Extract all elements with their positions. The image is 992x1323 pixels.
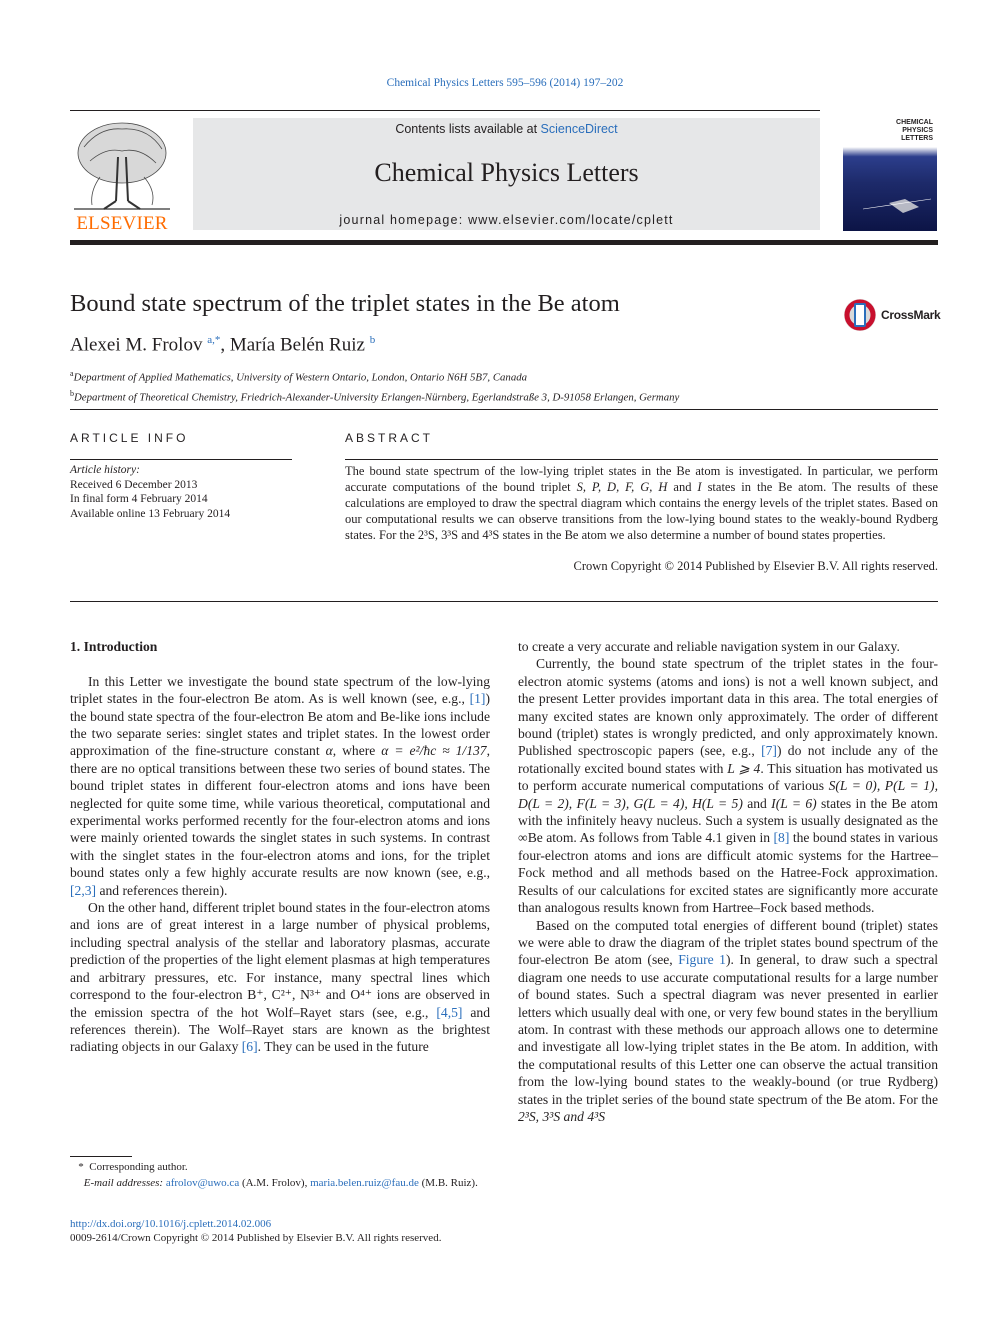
abstract-math: S, P, D, F, G, H <box>576 480 668 494</box>
history-label: Article history: <box>70 464 140 476</box>
header-thick-rule <box>70 240 938 245</box>
citation-link[interactable]: [1] <box>469 691 486 707</box>
section-heading: 1. Introduction <box>70 639 158 654</box>
paragraph-text: ) the bound state spectra of the four-electron Be atom and Be-like ions include the two separate series: singlet states and triplet states. In the lowest order approximation of the fine-structure constant <box>70 691 490 759</box>
journal-title: Chemical Physics Letters <box>374 158 639 187</box>
abstract-copyright: Crown Copyright © 2014 Published by Elsevier B.V. All rights reserved. <box>573 559 938 573</box>
cover-title-line: CHEMICAL <box>896 119 933 126</box>
math-formula: S(L = 0), P(L = 1), D(L = 2), F(L = 3), G(L = 4), H(L = 5) <box>518 778 938 811</box>
body-column-right <box>518 638 938 1125</box>
body-paragraph: to create a very accurate and reliable navigation system in our Galaxy. <box>518 639 900 654</box>
citation-link[interactable]: [8] <box>773 830 790 846</box>
article-title: Bound state spectrum of the triplet states in the Be atom <box>70 290 620 317</box>
affiliation <box>70 366 679 386</box>
body-paragraph <box>70 673 490 899</box>
email-label: E-mail addresses: <box>83 1176 164 1189</box>
cover-title-line: LETTERS <box>901 135 933 142</box>
crossmark-badge[interactable] <box>843 297 939 333</box>
crossmark-icon <box>843 297 879 333</box>
math-formula: L ⩾ 4 <box>727 760 761 776</box>
history-online: Available online 13 February 2014 <box>70 507 231 520</box>
journal-cover-thumbnail[interactable] <box>843 111 937 231</box>
affiliation-text: Department of Theoretical Chemistry, Friedrich-Alexander-University Erlangen-Nürnberg, Egerlandstraße 3, D-91058 Erlangen, Germany <box>74 391 680 404</box>
author-list <box>70 334 375 356</box>
paragraph-text: and <box>325 987 346 1003</box>
doi-link[interactable]: http://dx.doi.org/10.1016/j.cplett.2014.02.006 <box>70 1218 272 1230</box>
paragraph-text: , where <box>332 743 376 759</box>
affiliation-rule <box>70 409 938 410</box>
corresponding-author-note <box>70 1160 490 1176</box>
paragraph-text: ) do not include any of the rotationally excited bound states with <box>518 743 938 776</box>
paragraph-text: ). In general, to draw such a spectral diagram one needs to use accurate computational results for a large number of bound states. Such a spectral diagram was never presented in earlier letters which usually deal with one, or very few bound states in the beryllium atom. In contrast with these methods our approach allows one to determine and investigate all low-lying triplet states in the Be atom. In addition, with the computational results of this Letter one can observe the actual transition from the low-lying bound states to the weakly-bound (or true Rydberg) states in the triplet series of the bound state spectrum of the Be atom. For the <box>518 952 939 1107</box>
abstract-math: I <box>697 480 702 494</box>
author-name[interactable]: Alexei M. Frolov <box>70 334 203 356</box>
author-separator: , <box>220 334 230 356</box>
paragraph-text: , there are no optical transitions between these two series of bound states. The bound triplet states in different four-electron atoms and ions have been neglected for quite some time, while various theoretical, computational and experimental works performed recently for the four-electron atoms and ions were mainly oriented towards the singlet states in such systems. In contrast with the singlet states in the four-electron atoms and ions, for the triplet bound states only a few highly accurate results are now known (see, e.g., <box>70 743 490 881</box>
email-link[interactable]: afrolov@uwo.ca <box>165 1176 240 1189</box>
footnote-rule <box>70 1156 132 1157</box>
abstract-text <box>345 463 938 543</box>
footnote-text: Corresponding author. <box>89 1161 188 1173</box>
history-revised: In final form 4 February 2014 <box>70 493 208 505</box>
email-link[interactable]: maria.belen.ruiz@fau.de <box>310 1176 419 1189</box>
cover-graphic <box>843 111 937 231</box>
email-owner: (M.B. Ruiz). <box>421 1176 478 1189</box>
paragraph-text: In this Letter we investigate the bound state spectrum of the low-lying triplet states in the four-electron Be atom. As is well known (see, e.g., <box>70 673 490 707</box>
journal-masthead <box>193 118 820 230</box>
abstract-rule <box>345 459 938 460</box>
abstract-part: states in the Be atom we also determine a number of bound states properties. <box>502 528 886 542</box>
ion-list: O⁴⁺ <box>350 987 373 1003</box>
article-info-heading: ARTICLE INFO <box>70 431 189 445</box>
homepage-label: journal homepage: <box>339 213 464 227</box>
math-formula: I(L = 6) <box>771 795 817 811</box>
paragraph-text: atom. As follows from Table 4.1 given in <box>546 830 771 846</box>
affiliation <box>70 386 679 406</box>
cover-title-line: PHYSICS <box>902 127 933 134</box>
body-paragraph <box>70 899 490 1056</box>
article-history <box>70 463 230 521</box>
math-formula: 2³S, 3³S and 4³S <box>518 1108 605 1124</box>
abstract-part: and <box>673 480 692 494</box>
paragraph-text: and references therein). The Wolf–Rayet stars are known as the brightest radiating objects in our Galaxy <box>70 1004 490 1055</box>
author-marks[interactable]: a,* <box>207 334 221 346</box>
history-received: Received 6 December 2013 <box>70 478 198 491</box>
footnotes <box>70 1156 490 1191</box>
article-info-rule <box>70 459 292 460</box>
paragraph-text: states in the Be atom with the infinitely heavy nucleus. Such a system is usually designated as the <box>518 795 938 829</box>
citation-link[interactable]: [2,3] <box>70 882 97 898</box>
abstract-math: 2³S, 3³S and 4³S <box>417 528 500 542</box>
figure-link[interactable]: Figure 1 <box>678 952 726 968</box>
body-paragraph <box>518 655 938 916</box>
paragraph-text: and references therein). <box>99 882 228 898</box>
body-paragraph <box>518 917 938 1126</box>
ion-list: B⁺, C²⁺, N³⁺ <box>247 987 322 1003</box>
paragraph-text: On the other hand, different triplet bound states in the four-electron atoms and ions are of great interest in a large number of physical problems, including spectral analysis of the stellar and laboratory plasmas, accurate prediction of the properties of the light element plasmas at high temperatures and arbitrary pressures, etc. For instance, many spectral lines which correspond to the four-electron <box>70 900 490 1003</box>
affiliation-mark: a <box>70 369 74 378</box>
contents-line <box>193 122 820 136</box>
abstract-part: The bound state spectrum of the low-lying triplet states in the Be atom is investigated. In particular, we perform accurate computations of the bound triplet <box>345 464 938 494</box>
body-column-left <box>70 638 490 1056</box>
journal-homepage <box>193 213 820 227</box>
affiliation-text: Department of Applied Mathematics, University of Western Ontario, London, Ontario N6H 5B7, Canada <box>73 371 528 384</box>
footnote-mark: * <box>78 1161 84 1173</box>
elsevier-tree-icon <box>70 117 174 213</box>
affiliations <box>70 366 679 406</box>
email-owner: (A.M. Frolov), <box>241 1176 308 1189</box>
elsevier-logo <box>70 117 174 233</box>
email-note <box>70 1176 490 1192</box>
abstract-bottom-rule <box>70 601 938 602</box>
paragraph-text: the bound states in various four-electron atoms and ions are difficult atomic systems for the Hartree–Fock method and all methods based on the Hatree-Fock approximation. Results of our calculations for excited states are significantly more accurate than analogous results known from Hartree–Fock based methods. <box>518 830 938 916</box>
sciencedirect-link[interactable]: ScienceDirect <box>540 122 618 136</box>
paragraph-text: Currently, the bound state spectrum of the triplet states in the four-electron atomic systems (atoms and ions) is not a well known subject, and the present Letter provides important data in this area. The total energies of many excited states are known only approximately. The order of different bound (triplet) states is wrongly predicted, and only approximately known. Published spectroscopic papers (see, e.g., <box>518 656 938 759</box>
crossmark-label: CrossMark <box>881 308 941 322</box>
header-top-rule <box>70 110 820 111</box>
rights-statement: 0009-2614/Crown Copyright © 2014 Published by Elsevier B.V. All rights reserved. <box>70 1232 442 1244</box>
paragraph-text: Based on the computed total energies of different bound (triplet) states we were able to draw the diagram of the triplet states bound spectrum of the four-electron Be atom (see, <box>518 917 938 968</box>
abstract-heading: ABSTRACT <box>345 431 434 445</box>
contents-prefix: Contents lists available at <box>395 122 538 136</box>
citation-link[interactable]: [4,5] <box>436 1004 463 1020</box>
paragraph-text: . This situation has motivated us to perform accurate numerical computations of various <box>518 760 938 794</box>
affiliation-mark: b <box>70 389 74 399</box>
abstract-part: states in the Be atom. The results of these calculations are employed to draw the spectral diagram which contains the energy levels of the triplet states. Based on our computational results we can observe transitions from the low-lying bound states to the weakly-bound Rydberg states. For the <box>345 480 939 542</box>
math-formula: α = e²/ħc ≈ 1/137 <box>381 743 487 759</box>
paragraph-text: and <box>747 795 767 811</box>
citation-link[interactable]: [6] <box>241 1039 258 1055</box>
paragraph-text: ions are observed in the emission spectra of the hot Wolf–Rayet stars (see, e.g., <box>70 987 490 1020</box>
journal-reference[interactable]: Chemical Physics Letters 595–596 (2014) 197–202 <box>386 77 624 89</box>
author-marks[interactable]: b <box>369 334 376 346</box>
homepage-url[interactable]: www.elsevier.com/locate/cplett <box>468 213 674 227</box>
math-symbol: α <box>325 743 333 759</box>
elsevier-wordmark: ELSEVIER <box>76 213 168 234</box>
author-name[interactable]: María Belén Ruiz <box>229 334 365 356</box>
citation-link[interactable]: [7] <box>761 743 777 759</box>
footer <box>70 1217 441 1245</box>
math-formula: ∞Be <box>518 830 543 846</box>
paragraph-text: . They can be used in the future <box>257 1039 429 1055</box>
